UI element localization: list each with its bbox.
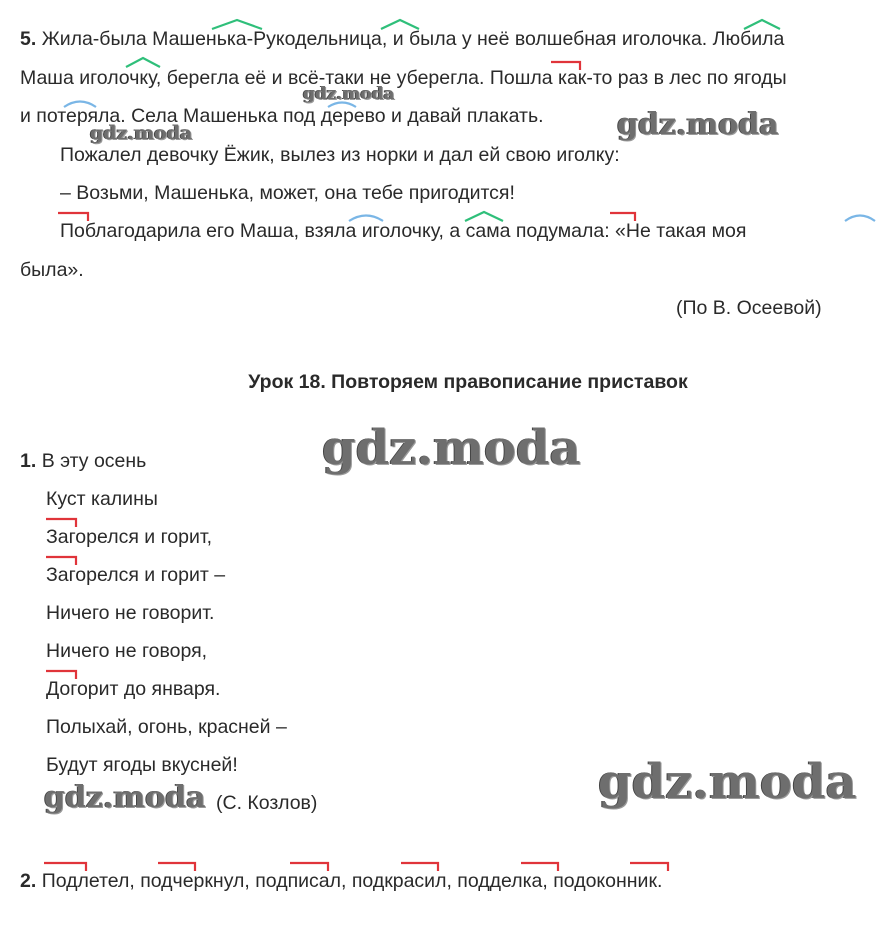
watermark: gdz.moda: [44, 780, 206, 815]
ex2-number: 2.: [20, 870, 37, 892]
ex5-line-4: Пожалел девочку Ёжик, вылез из норки и дал ей свою иголку:: [60, 144, 620, 166]
ex5-line-3: и потеряла. Села Машенька под дерево и давай плакать.: [20, 105, 544, 127]
poem-line-1: В эту осень: [41, 450, 147, 472]
ex5-line-7: была».: [20, 259, 84, 281]
poem-line-5: Ничего не говорит.: [46, 602, 215, 624]
ex1-source: (С. Козлов): [216, 792, 318, 814]
watermark: gdz.moda: [598, 754, 857, 810]
ex5-line-5: – Возьми, Машенька, может, она тебе пригодится!: [60, 182, 515, 204]
watermark: gdz.moda: [303, 84, 395, 104]
watermark: gdz.moda: [322, 420, 581, 476]
poem-line-6: Ничего не говоря,: [46, 640, 208, 662]
ex5-number: 5.: [20, 28, 37, 50]
poem-line-8: Полыхай, огонь, красней –: [46, 716, 287, 738]
ex5-line-6: Поблагодарила его Маша, взяла иголочку, а сама подумала: «Не такая моя: [60, 220, 747, 242]
watermark: gdz.moda: [90, 122, 193, 144]
ex1-number: 1.: [20, 450, 37, 472]
ex5-line-2: Маша иголочку, берегла её и всё-таки не уберегла. Пошла как-то раз в лес по ягоды: [20, 67, 787, 89]
ex5-line-1: [20, 27, 885, 51]
lesson-heading: Урок 18. Повторяем правописание приставок: [248, 371, 688, 393]
watermark: gdz.moda: [617, 107, 779, 142]
poem-line-7: Догорит до января.: [46, 678, 221, 700]
poem-line-2: Куст калины: [46, 488, 158, 510]
ex1-line-1: [20, 449, 146, 473]
ex5-line-1-text: Жила-была Машенька-Рукодельница, и была у неё волшебная иголочка. Любила: [41, 28, 785, 50]
ex5-source: (По В. Осеевой): [676, 297, 822, 319]
poem-line-4: Загорелся и горит –: [46, 564, 226, 586]
poem-line-3: Загорелся и горит,: [46, 526, 213, 548]
ex2-line: [20, 869, 662, 893]
poem-line-9: Будут ягоды вкусней!: [46, 754, 238, 776]
ex2-text: Подлетел, подчеркнул, подписал, подкрасил, подделка, подоконник.: [41, 870, 663, 892]
